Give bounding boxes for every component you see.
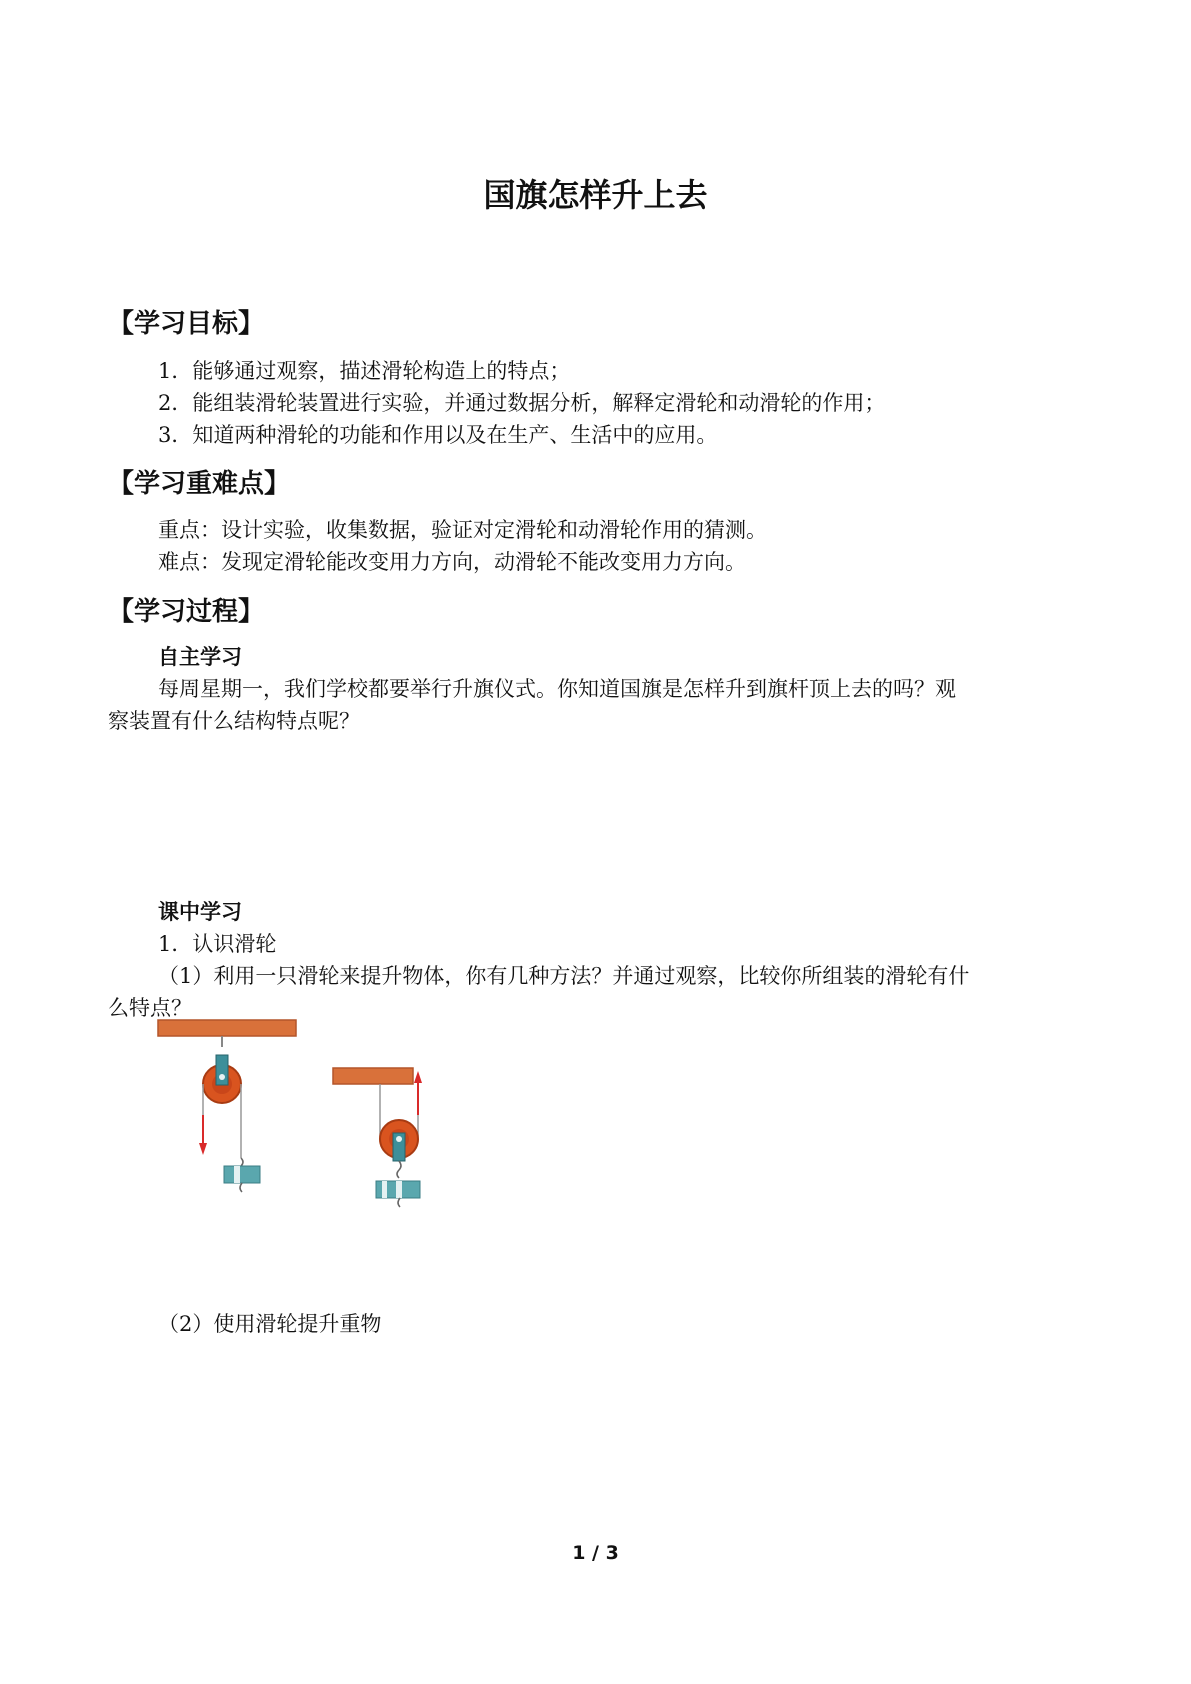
page-number: 1 / 3 — [572, 1542, 619, 1564]
self-study-subheading: 自主学习 — [158, 645, 242, 669]
objective-item-2: 2．能组装滑轮装置进行实验，并通过数据分析，解释定滑轮和动滑轮的作用； — [158, 391, 886, 415]
class-study-subheading: 课中学习 — [158, 900, 242, 924]
movable-pulley-diagram — [333, 1068, 422, 1207]
question-1-line-1: （1）利用一只滑轮来提升物体，你有几种方法？并通过观察，比较你所组装的滑轮有什 — [158, 964, 970, 988]
key-points-heading: 【学习重难点】 — [108, 469, 291, 499]
fixed-pulley-diagram — [158, 1020, 296, 1192]
self-study-line-1: 每周星期一，我们学校都要举行升旗仪式。你知道国旗是怎样升到旗杆顶上去的吗？观 — [158, 677, 956, 701]
class-study-item-1: 1．认识滑轮 — [158, 932, 277, 956]
objective-item-1: 1．能够通过观察，描述滑轮构造上的特点； — [158, 359, 571, 383]
question-2: （2）使用滑轮提升重物 — [158, 1312, 382, 1336]
ceiling-beam-right — [333, 1068, 413, 1084]
self-study-line-2: 察装置有什么结构特点呢？ — [108, 709, 360, 733]
ceiling-beam-left — [158, 1020, 296, 1036]
question-1-line-2: 么特点？ — [108, 996, 192, 1020]
process-heading: 【学习过程】 — [108, 597, 265, 627]
difficult-point-item: 难点：发现定滑轮能改变用力方向，动滑轮不能改变用力方向。 — [158, 550, 746, 574]
objective-item-3: 3．知道两种滑轮的功能和作用以及在生产、生活中的应用。 — [158, 423, 718, 447]
weight-left — [224, 1166, 260, 1183]
document-title: 国旗怎样升上去 — [483, 176, 708, 214]
objectives-heading: 【学习目标】 — [108, 309, 265, 339]
pulley-illustration — [150, 1015, 470, 1210]
fixed-pulley-hub — [216, 1055, 228, 1085]
key-point-item: 重点：设计实验，收集数据，验证对定滑轮和动滑轮作用的猜测。 — [158, 518, 767, 542]
arrow-up-icon — [414, 1071, 422, 1083]
